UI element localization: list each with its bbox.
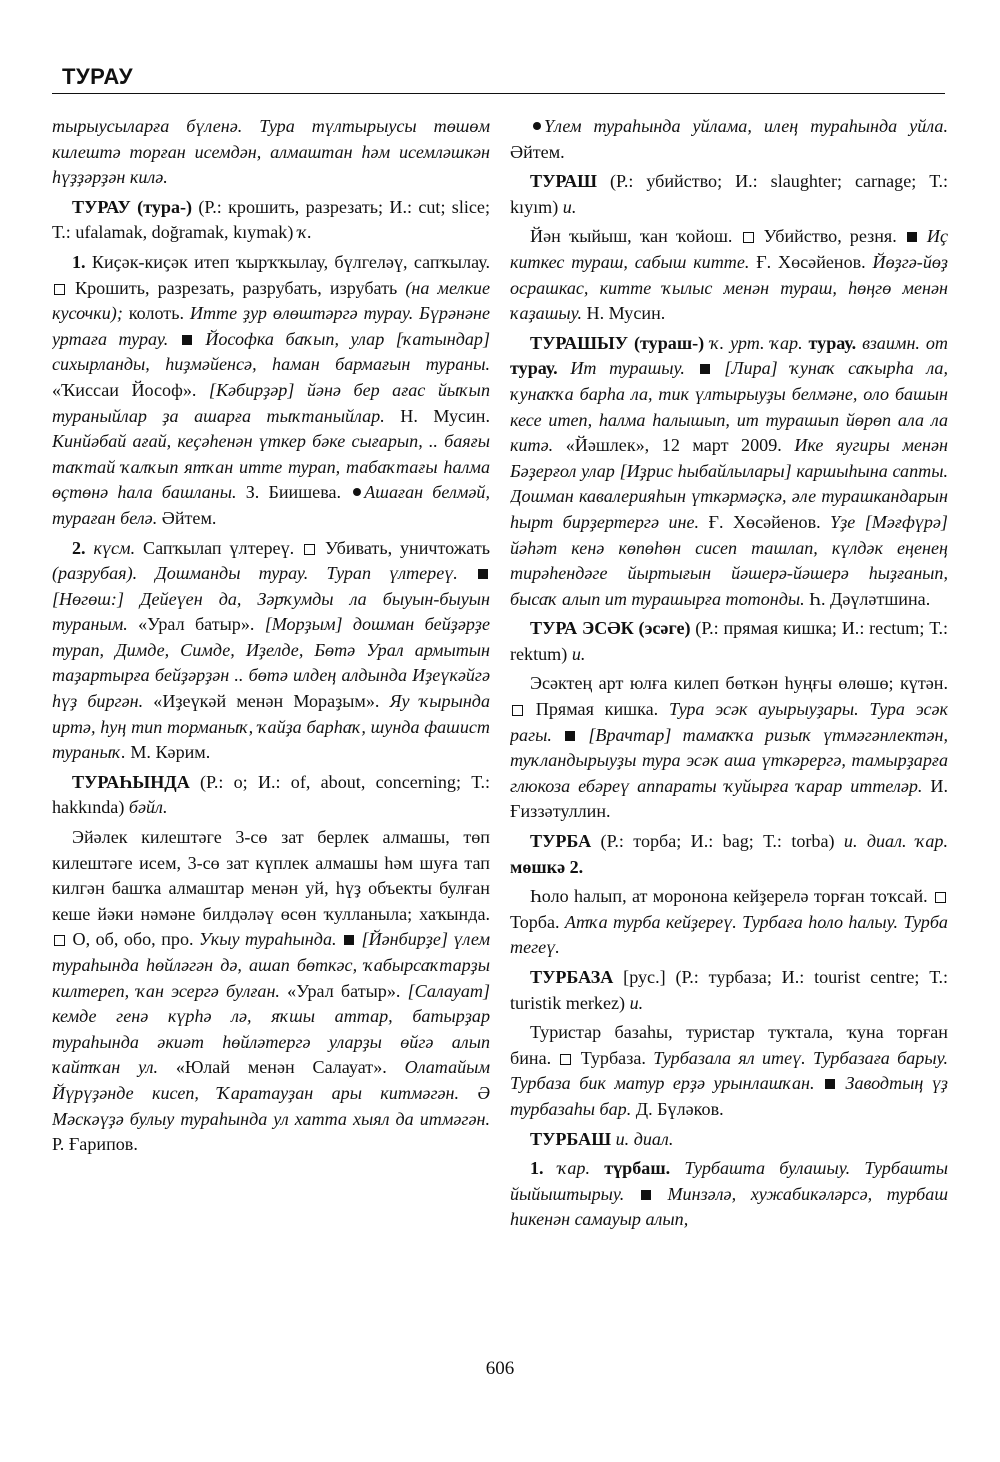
example-text: Үлем тураһында уйлама, илең тураһында уйла. xyxy=(544,116,948,136)
example-text: Атҡа турба кейҙереү. Турбаға һоло һалыу. Турба тегеү. xyxy=(510,911,948,958)
text: Йән ҡыйыш, ҡан ҡойош. xyxy=(530,226,741,247)
text: «Ҡиссаи Йософ». xyxy=(52,379,209,400)
example-text: бәйл. xyxy=(128,797,168,818)
citation-marker-icon xyxy=(907,232,917,242)
text xyxy=(544,1158,558,1178)
headword: ТУРБАЗА xyxy=(530,967,614,987)
right-column xyxy=(510,114,948,1354)
example-text: [Кәбирҙәр] йәнә бер ағас йыҡып тураныйлар ҙа ашарға тыҡтаныйлар. xyxy=(52,379,490,426)
headword: ТУРБА xyxy=(530,831,592,852)
example-text: Тура эсәк ауырыуҙары. Тура эсәк рагы. xyxy=(510,699,948,745)
example-text: Итте ҙур өлөштәргә турау. Бүрәнәне уртаға турау. xyxy=(52,303,490,349)
text xyxy=(685,358,698,378)
example-text: Йософка баҡып, улар [ҡатындар] сихырланды, һиҙмәйенсә, һаман бармағын тураны. xyxy=(52,328,490,375)
bold-text: турау. xyxy=(808,332,857,353)
example-text: Иҫ киткес тураш, сабыш китте. xyxy=(510,226,948,272)
entry-turbash-heading xyxy=(510,1127,948,1153)
citation-marker-icon xyxy=(825,1079,835,1089)
bold-text: турау. xyxy=(510,358,558,379)
text: Турбаза. xyxy=(573,1047,654,1068)
citation-marker-icon xyxy=(478,569,488,579)
bold-text: 1. xyxy=(530,1158,544,1179)
example-text: Укыу тураһында. xyxy=(199,929,337,950)
bold-text: түрбаш. xyxy=(604,1158,671,1179)
example-text: ҡар. xyxy=(557,1158,590,1179)
text: И. Ғиззәтуллин. xyxy=(510,775,948,822)
text: Д. Бүләков. xyxy=(631,1098,724,1119)
headword: ТУРАҺЫНДА xyxy=(72,771,190,792)
example-text: и. xyxy=(571,643,586,664)
text xyxy=(458,563,476,583)
translation-marker-icon xyxy=(560,1054,571,1065)
example-text: Яу ҡырында иртә, һуң тип торманыҡ, ҡайҙа барһаҡ, шунда фашист тураныҡ. xyxy=(52,691,490,763)
text xyxy=(194,329,206,349)
example-text: [Нөгөш:] Дейеүен да, Зәрҡумды ла быуын-быуын тураным. xyxy=(52,588,490,635)
entry-turash-heading xyxy=(510,169,948,220)
entry-turbaza-definition xyxy=(510,1020,948,1122)
example-text: ҡ. урт. ҡар. xyxy=(710,332,803,353)
translation-marker-icon xyxy=(304,544,315,555)
entry-turash-definition xyxy=(510,224,948,326)
text: «Юлай менән Салауат». xyxy=(158,1057,405,1078)
entry-turbaza-heading xyxy=(510,965,948,1016)
text xyxy=(577,725,588,745)
text: (Р.: торба; И.: bag; Т.: torba) xyxy=(591,831,844,852)
translation-marker-icon xyxy=(54,284,65,295)
text: Сапҡылап үлтереү. xyxy=(135,537,303,558)
citation-marker-icon xyxy=(700,364,710,374)
entry-continuation xyxy=(52,114,490,191)
text: «Иҙеүкәй менән Мораҙым». xyxy=(143,691,390,712)
translation-marker-icon xyxy=(743,232,754,243)
example-text: и. xyxy=(629,992,644,1013)
bold-text: 1. xyxy=(72,251,86,272)
citation-marker-icon xyxy=(641,1190,651,1200)
text xyxy=(590,1158,604,1178)
text xyxy=(919,226,927,246)
text xyxy=(653,1184,668,1204)
text: Убивать, уничтожать xyxy=(317,537,490,558)
text: Һ. Дәүләтшина. xyxy=(804,588,931,609)
example-text: [Морҙым] дошман бейҙәрҙе турап, Димде, Симде, Иҙелде, Бөтә Урал армытын таҙартырға бейҙәрҙән .. бөтә илдең алдында Иҙеүкәйгә һүҙ биргән. xyxy=(52,614,490,712)
entry-turahynda-definition xyxy=(52,825,490,1158)
bold-text: 2. xyxy=(72,537,86,558)
example-text: Ит турашыу. xyxy=(570,358,685,379)
translation-marker-icon xyxy=(512,705,523,716)
text: (Р.: крошить, разрезать; И.: cut; slice; Т.: ufalamak, doğramak, kıymak) xyxy=(52,196,490,243)
example-text: [Врачтар] тамаҡҡа ризыҡ үтмәгәнлектән, туҡландырыуҙы тура эсәк аша үткәрергә, тамырҙарға глюкоза ебәреү аппараты ҡуйырға ҡарар иттеләр. xyxy=(510,724,948,796)
text: «Йәшлек», 12 март 2009. xyxy=(553,435,795,456)
entry-turau-sense-2 xyxy=(52,536,490,766)
running-head-title: ТУРАУ xyxy=(62,64,134,89)
text: Торба. xyxy=(510,911,565,932)
text xyxy=(815,1073,824,1093)
text xyxy=(712,358,725,378)
text xyxy=(670,1158,684,1178)
example-text: и. xyxy=(562,196,577,217)
text xyxy=(624,1184,639,1204)
entry-turau-heading xyxy=(52,195,490,246)
text: Туристар базаһы, туристар туҡтала, ҡуна торған бина. xyxy=(510,1022,948,1068)
headword: ТУРА ЭСӘК (эсәге) xyxy=(530,618,691,639)
citation-marker-icon xyxy=(182,335,192,345)
entry-turau-sense-1 xyxy=(52,250,490,532)
example-text: (разрубая). Дошманды турау. Турап үлтереү. xyxy=(52,563,458,584)
left-column xyxy=(52,114,490,1354)
citation-marker-icon xyxy=(565,731,575,741)
text: Р. Ғарипов. xyxy=(52,1134,138,1155)
entry-turba-heading xyxy=(510,829,948,880)
text: Убийство, резня. xyxy=(755,226,905,247)
text xyxy=(558,358,571,378)
text: Н. Мусин. xyxy=(384,405,490,426)
running-header xyxy=(52,62,945,94)
example-text: и. диал. xyxy=(615,1128,674,1149)
entry-tura-esak-definition xyxy=(510,671,948,825)
example-text: күсм. xyxy=(93,537,136,558)
proverb-marker-icon xyxy=(353,488,361,496)
text: Ғ. Хөсәйенов. xyxy=(749,251,873,272)
bold-text: мөшкә 2. xyxy=(510,856,584,877)
headword: ТУРАШЫУ (тураш-) xyxy=(530,332,705,353)
text: (Р.: убийство; И.: slaughter; carnage; Т.: kıyım) xyxy=(510,171,948,217)
example-text: (на мелкие кусочки); xyxy=(52,277,490,324)
entry-turahynda-heading xyxy=(52,770,490,821)
text: «Урал батыр». xyxy=(279,980,408,1001)
example-text: тырыусыларға бүленә. Тура түлтырыусы төшөм килештә торған исемдән, алмаштан һәм исемләшкән һүҙҙәрҙән килә. xyxy=(52,116,490,188)
citation-marker-icon xyxy=(344,935,354,945)
example-text: и. диал. ҡар. xyxy=(843,831,948,852)
text: (Р.: прямая кишка; И.: rectum; Т.: rektum) xyxy=(510,618,948,664)
translation-marker-icon xyxy=(54,935,65,946)
example-text: Кинйәбай ағай, кеҫәһенән үткер бәке сығарып, .. баяғы таҡтай ҡалҡып ятҡан итте турап, табаҡтағы һалма өҫтөнә һала башланы. xyxy=(52,431,490,503)
text: Һоло һалып, ат моронона кейҙерелә торған тоҡсай. xyxy=(530,886,933,907)
text: Әйтем. xyxy=(157,507,217,528)
example-text: Заводтың үҙ турбазаһы бар. xyxy=(510,1073,948,1119)
page-number: 606 xyxy=(485,1358,515,1379)
translation-marker-icon xyxy=(935,892,946,903)
entry-turbash-sense-1 xyxy=(510,1156,948,1233)
text: Эйәлек килештәге 3-сө зат берлек алмашы, төп килештәге исем, 3-сө зат күплек алмашы һәм шуға тап килгән башҡа алмаштар менән уй, һүҙ объекты булған кеше йәки нәмәне билдәләү өсөн ҡулланыла; хаҡында. xyxy=(52,827,490,924)
entry-tura-esak-heading xyxy=(510,616,948,667)
text: Ғ. Хөсәйенов. xyxy=(699,511,831,532)
entry-turahynda-proverb xyxy=(510,114,948,165)
text: Прямая кишка. xyxy=(525,699,669,720)
example-text: Турбазала ял итеү. Турбазаға барыу. Турбаза бик матур ерҙә урынлашҡан. xyxy=(510,1047,948,1094)
example-text: Ике яугиры менән Бәҙерғол улар [Иҙрис һыбайлылары] каршыһына сапты. Дошман кавалерияһын үткәрмәҫкә, әле турашкандарын һырт бирҙертергә ине. xyxy=(510,435,948,532)
text xyxy=(337,929,343,949)
example-text: Олатайым Йүрүҙәнде кисеп, Ҡаратауҙан ары китмәгән. Ә Мәскәүҙә булыу тураһында ул хатта хыял да итмәгән. xyxy=(52,1057,490,1129)
example-text: ҡ. xyxy=(297,222,312,243)
headword: ТУРАШ xyxy=(530,171,598,192)
headword: ТУРАУ (тура-) xyxy=(72,196,193,217)
text: Әйтем. xyxy=(510,141,565,162)
text: Крошить, разрезать, разрубать, изрубать xyxy=(67,277,406,298)
text: М. Кәрим. xyxy=(125,742,211,763)
example-text: [Салауат] кемде генә күрһә лә, яҡшы аттар, батырҙар тураһында әкиәт һөйләтергә уларҙы өйгә алып ҡайтҡан ул. xyxy=(52,980,490,1078)
headword: ТУРБАШ xyxy=(530,1128,612,1149)
text: Киҫәк-киҫәк итеп ҡырҡҡылау, бүлгеләү, сапҡылау. xyxy=(85,251,490,272)
entry-turashyu xyxy=(510,331,948,613)
example-text: Турбашта булашыу. Турбашты йыйыштырыу. xyxy=(510,1158,948,1204)
example-text: [Лира] ҡунаҡ саҡырһа ла, ҡунаҡҡа барһа ла, тик үлтырыуҙы белмәне, оло башын кесе итеп, һалма һалышып, ит турашып йөрөп ала ла китә. xyxy=(510,358,948,456)
text: Н. Мусин. xyxy=(582,303,666,324)
example-text: Йөҙгә-йөҙ осрашкас, китте ҡылыс менән тураш, һөңгө менән ҡаҙашыу. xyxy=(510,251,948,324)
entry-turba-definition xyxy=(510,884,948,961)
text: [рус.] (Р.: турбаза; И.: tourist centre; Т.: turistik merkez) xyxy=(510,967,948,1013)
text: (Р.: о; И.: of, about, concerning; Т.: hakkında) xyxy=(52,771,490,818)
example-text: Үҙе [Мәғфүрә] йәһәт кенә көпөһөн сисеп ташлап, күлдәк еңенең тирәһендәге йыртығын йәшерә-йәшерә һыҙғанып, бысаҡ алып ит турашырға тотонды. xyxy=(510,511,948,609)
text: Эсәктең арт юлға килеп бөткән һуңғы өлөшө; күтән. xyxy=(530,673,948,694)
text xyxy=(837,1073,846,1093)
example-text: Минзәлә, хужабикәләрсә, турбаш һикенән самауыр алып, xyxy=(510,1183,948,1230)
proverb-marker-icon xyxy=(533,122,541,130)
example-text: взаимн. от xyxy=(862,332,948,353)
text xyxy=(552,725,563,745)
text: З. Биишева. xyxy=(236,482,351,503)
example-text: [Йәнбирҙе] үлем тураһында һөйләгән дә, ашап бөткәс, ҡабырсаҡтарҙы килтереп, ҡан эсергә булған. xyxy=(52,929,490,1001)
example-text: Ашаған белмәй, тураған белә. xyxy=(52,482,490,528)
text: колоть. xyxy=(122,303,190,324)
text xyxy=(168,329,180,349)
text: «Урал батыр». xyxy=(127,614,265,635)
text: О, об, обо, про. xyxy=(67,929,200,950)
